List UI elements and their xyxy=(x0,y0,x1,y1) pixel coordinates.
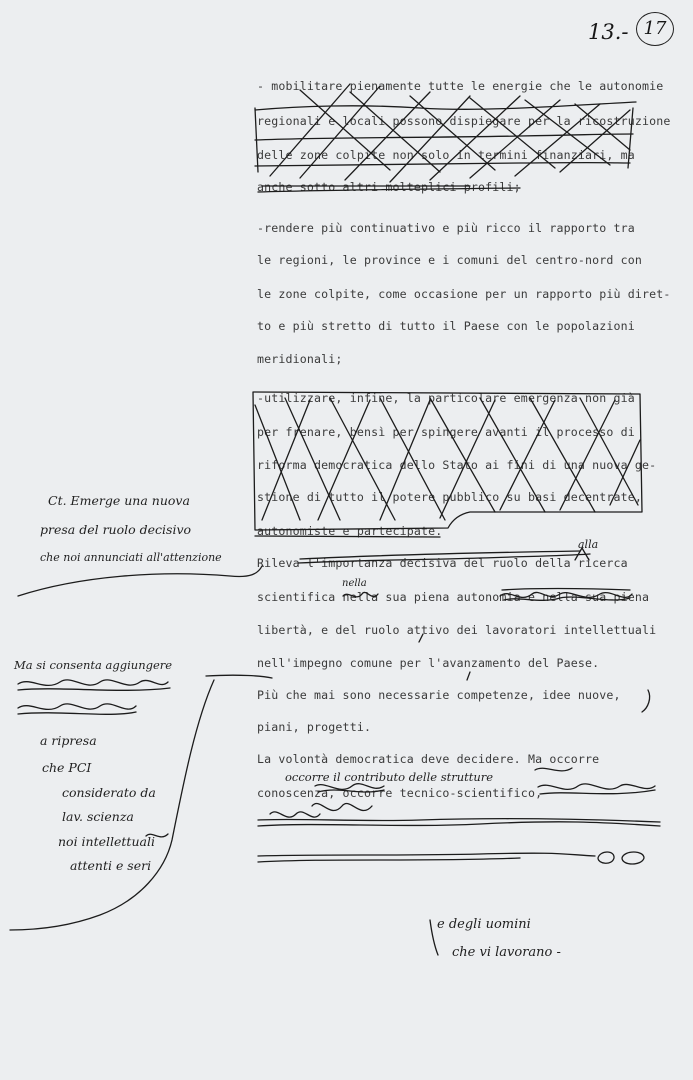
margin-note-2-line: Ma si consenta aggiungere xyxy=(14,658,173,672)
typed-line: le regioni, le province e i comuni del centro-nord con xyxy=(257,253,643,267)
margin-note-2-line: lav. scienza xyxy=(62,809,134,824)
typed-line: Più che mai sono necessarie competenze, idee nuove, xyxy=(257,688,621,702)
margin-note-2-line: attenti e seri xyxy=(70,858,152,873)
handwritten-insert-alla: alla xyxy=(578,538,599,551)
margin-note-1-line: presa del ruolo decisivo xyxy=(40,522,192,537)
typed-line: autonomiste e partecipate. xyxy=(257,524,443,538)
typed-line: libertà, e del ruolo attivo dei lavoratori intellettuali xyxy=(257,623,657,637)
typed-line: le zone colpite, come occasione per un rapporto più diret- xyxy=(257,287,671,301)
typed-line: nell'impegno comune per l'avanzamento del Paese. xyxy=(257,656,600,670)
typed-line: riforma democratica dello Stato ai fini di una nuova ge- xyxy=(257,458,657,472)
typed-line: -rendere più continuativo e più ricco il rapporto tra xyxy=(257,221,635,235)
typed-line: Rileva l'importanza decisiva del ruolo della ricerca xyxy=(257,556,628,570)
typed-line: per frenare, bensì per spingere avanti il processo di xyxy=(257,425,635,439)
typed-line: anche sotto altri molteplici profili; xyxy=(257,180,521,194)
handwritten-insert-nella: nella xyxy=(342,578,367,589)
page-number: 13.- xyxy=(588,20,629,44)
typed-line: La volontà democratica deve decidere. Ma occorre xyxy=(257,752,600,766)
typed-line: regionali e locali possono dispiegare per la ricostruzione xyxy=(257,114,671,128)
typed-line: conoscenza, occorre tecnico-scientifico, xyxy=(257,786,543,800)
margin-note-2-line: considerato da xyxy=(62,785,156,800)
page-number-circled: 17 xyxy=(636,12,674,46)
typed-line: -utilizzare, infine, la particolare emergenza non già xyxy=(257,391,635,405)
handwritten-insert-end: che vi lavorano - xyxy=(452,945,561,960)
typed-line: meridionali; xyxy=(257,352,343,366)
typed-line: delle zone colpite non solo in termini finanziari, ma xyxy=(257,148,635,162)
typed-line: to e più stretto di tutto il Paese con le popolazioni xyxy=(257,319,635,333)
margin-note-2-line: a ripresa xyxy=(40,733,97,748)
handwritten-insert-end: e degli uomini xyxy=(437,917,531,932)
typed-line: scientifica nella sua piena autonomia e nella sua piena xyxy=(257,590,650,604)
margin-note-2-line: noi intellettuali xyxy=(58,834,155,849)
typed-line: piani, progetti. xyxy=(257,720,372,734)
handwritten-insert-contributo: occorre il contributo delle strutture xyxy=(285,770,494,784)
margin-note-1-line: Ct. Emerge una nuova xyxy=(48,493,190,508)
margin-note-1-line: che noi annunciati all'attenzione xyxy=(40,551,222,564)
margin-note-2-line: che PCI xyxy=(42,760,92,775)
typed-line: - mobilitare pienamente tutte le energie che le autonomie xyxy=(257,79,664,93)
typed-line: stione di tutto il potere pubblico su basi decentrate, xyxy=(257,490,643,504)
